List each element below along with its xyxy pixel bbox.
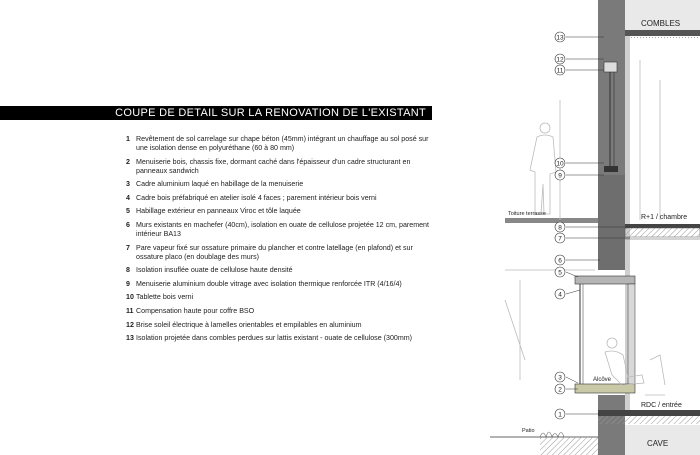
marker-12 bbox=[555, 54, 565, 64]
existing-wall-upper bbox=[598, 0, 625, 175]
label-combles: COMBLES bbox=[641, 19, 681, 28]
marker-11-label: 11 bbox=[556, 67, 564, 75]
legend-number: 10 bbox=[126, 293, 134, 302]
legend-text: Isolation insuflée ouate de cellulose haute densité bbox=[136, 266, 293, 275]
alcove-frame-bottom bbox=[575, 384, 635, 393]
label-r1: R+1 / chambre bbox=[641, 214, 688, 221]
marker-5-label: 5 bbox=[558, 269, 562, 277]
legend-number: 5 bbox=[126, 207, 130, 216]
marker-1 bbox=[555, 409, 565, 419]
marker-1-label: 1 bbox=[558, 411, 562, 419]
marker-11 bbox=[555, 65, 565, 75]
callout-markers bbox=[555, 32, 565, 419]
attic-insulation bbox=[630, 36, 700, 39]
legend-number: 6 bbox=[126, 220, 130, 229]
legend-text: Cadre aluminium laqué en habillage de la menuiserie bbox=[136, 180, 304, 189]
legend-text: Cadre bois préfabriqué en atelier isolé 4 faces ; parement intérieur bois verni bbox=[136, 193, 377, 202]
legend-text: Brise soleil électrique à lamelles orientables et empilables en aluminium bbox=[136, 320, 362, 329]
legend-number: 13 bbox=[126, 334, 134, 343]
r1-floor-structure bbox=[625, 228, 700, 237]
r1-floor-finish bbox=[625, 224, 700, 228]
marker-8 bbox=[555, 222, 565, 232]
legend-text: Pare vapeur fixé sur ossature primaire du plancher et contre latellage (en plafond) et sur ossature placo (en doublage des murs) bbox=[136, 243, 413, 261]
marker-2 bbox=[555, 384, 565, 394]
marker-6 bbox=[555, 255, 565, 265]
legend-number: 8 bbox=[126, 266, 130, 275]
marker-4 bbox=[555, 289, 565, 299]
legend-number: 2 bbox=[126, 157, 130, 166]
marker-10 bbox=[555, 158, 565, 168]
legend-text: Tablette bois verni bbox=[136, 293, 194, 302]
marker-13-label: 13 bbox=[556, 34, 564, 42]
marker-6-label: 6 bbox=[558, 257, 562, 265]
alcove-side-panel bbox=[628, 284, 635, 384]
legend-text: Menuiserie bois, chassis fixe, dormant caché dans l'épaisseur d'un cadre structurant en panneaux sandwich bbox=[136, 157, 411, 175]
label-patio: Patio bbox=[522, 428, 535, 434]
patio-ground bbox=[540, 437, 598, 455]
marker-2-label: 2 bbox=[558, 386, 562, 394]
legend-text: Habillage extérieur en panneaux Viroc et tôle laquée bbox=[136, 207, 301, 216]
legend-number: 7 bbox=[126, 243, 130, 252]
legend-number: 1 bbox=[126, 135, 130, 143]
combles-zone bbox=[625, 0, 700, 34]
marker-3 bbox=[555, 372, 565, 382]
legend-text: Menuiserie aluminium double vitrage avec isolation thermique renforcée ITR (4/16/4) bbox=[136, 279, 402, 288]
alcove-frame-top bbox=[575, 276, 635, 284]
patio-plants bbox=[540, 432, 564, 437]
marker-3-label: 3 bbox=[558, 374, 562, 382]
rdc-floor-structure bbox=[598, 416, 700, 424]
roof-terrace-slab bbox=[505, 218, 598, 223]
legend-number: 9 bbox=[126, 279, 130, 288]
existing-wall-lower bbox=[598, 395, 625, 455]
legend-number: 11 bbox=[126, 306, 134, 315]
marker-9 bbox=[555, 170, 565, 180]
marker-10-label: 10 bbox=[556, 160, 564, 168]
label-alcove: Alcôve bbox=[593, 377, 612, 383]
legend-number: 3 bbox=[126, 180, 130, 189]
label-cave: CAVE bbox=[647, 439, 669, 448]
diagram-title: COUPE DE DETAIL SUR LA RENOVATION DE L'EXISTANT bbox=[115, 107, 426, 119]
legend-number: 12 bbox=[126, 320, 134, 329]
marker-8-label: 8 bbox=[558, 224, 562, 232]
legend-number: 4 bbox=[126, 193, 130, 202]
marker-4-label: 4 bbox=[558, 291, 562, 299]
marker-5 bbox=[555, 267, 565, 277]
marker-7 bbox=[555, 233, 565, 243]
legend-text: Isolation projetée dans combles perdues sur lattis existant - ouate de cellulose (300mm) bbox=[136, 334, 413, 343]
bso-box bbox=[604, 62, 617, 72]
label-toiture: Toiture terrasse bbox=[508, 211, 546, 217]
legend-text: Murs existants en machefer (40cm), isolation en ouate de cellulose projetée 12 cm, parement intérieur BA13 bbox=[136, 220, 429, 238]
marker-13 bbox=[555, 32, 565, 42]
attic-slab bbox=[625, 30, 700, 36]
marker-7-label: 7 bbox=[558, 235, 562, 243]
marker-9-label: 9 bbox=[558, 172, 562, 180]
label-rdc: RDC / entrée bbox=[641, 402, 682, 409]
window-sill bbox=[604, 166, 618, 172]
legend-text: Compensation haute pour coffre BSO bbox=[136, 306, 255, 315]
rdc-floor-slab bbox=[598, 410, 700, 416]
legend-text: Revêtement de sol carrelage sur chape béton (45mm) intégrant un chauffage au sol posé sur une isolation dense en polyuréthane (60 à 80 mm) bbox=[136, 135, 429, 152]
marker-12-label: 12 bbox=[556, 56, 564, 64]
existing-wall-middle bbox=[598, 175, 625, 270]
